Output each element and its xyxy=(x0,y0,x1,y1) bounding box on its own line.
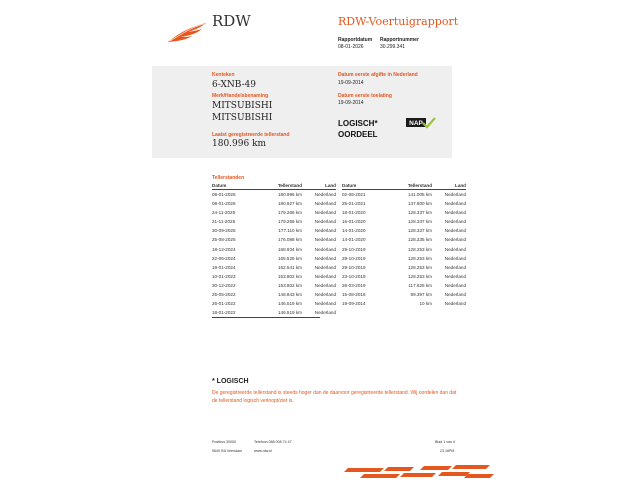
col-country: Land xyxy=(306,182,336,190)
table-row xyxy=(212,217,336,226)
row-odometer: 179.266 km xyxy=(277,210,302,216)
row-date: 10-01-2023 xyxy=(212,273,236,279)
table-row xyxy=(342,272,466,281)
row-date: 18-01-2020 xyxy=(342,210,366,216)
row-date: 15-08-2018 xyxy=(342,292,366,298)
row-odometer: 128.253 km xyxy=(407,273,432,279)
row-odometer: 180.996 km xyxy=(277,192,302,197)
col-date: Datum xyxy=(212,182,256,190)
odometer-table-right xyxy=(342,182,466,308)
table-row xyxy=(342,290,466,299)
footer-page: Blad 1 van 4 xyxy=(435,440,455,444)
row-odometer: 177.110 km xyxy=(278,228,302,234)
footer-web: www.rdw.nl xyxy=(254,449,272,453)
row-country: Nederland xyxy=(314,219,336,225)
row-country: Nederland xyxy=(314,282,336,288)
row-date: 23-10-2019 xyxy=(342,273,366,279)
row-odometer: 128.337 km xyxy=(407,219,432,225)
first-registration-label: Datum eerste toelating xyxy=(338,93,392,99)
row-date: 26-01-2022 xyxy=(212,301,236,307)
row-country: Nederland xyxy=(444,282,466,288)
vehicle-summary-panel xyxy=(152,66,452,158)
row-country: Nederland xyxy=(444,228,466,234)
row-country: Nederland xyxy=(314,301,336,307)
row-date: 30-09-2025 xyxy=(212,228,236,234)
row-date: 16-01-2020 xyxy=(342,219,366,225)
row-odometer: 168.934 km xyxy=(277,246,302,252)
row-odometer: 10 km xyxy=(419,301,432,307)
row-odometer: 179.266 km xyxy=(277,219,302,225)
row-date: 18-12-2024 xyxy=(212,246,236,252)
row-odometer: 128.253 km xyxy=(407,264,432,270)
row-odometer: 128.253 km xyxy=(407,246,432,252)
row-country: Nederland xyxy=(314,210,336,216)
footnote-text: De geregistreerde tellerstand is steeds hoger dan de daarvoor geregistreerde tellerstand. Wij oordelen dan dat de tellerstand logisch verloopt/ziet is. xyxy=(212,390,457,404)
row-date: 29-10-2019 xyxy=(342,264,366,270)
report-number-label: Rapportnummer xyxy=(380,37,419,43)
table-row xyxy=(212,199,336,208)
row-date: 08-01-2026 xyxy=(212,201,236,207)
row-odometer: 162.541 km xyxy=(277,264,302,270)
row-odometer: 128.337 km xyxy=(407,228,432,234)
odometer-heading: Tellerstanden xyxy=(212,175,245,181)
row-date: 19-09-2014 xyxy=(342,301,366,307)
row-date: 24-11-2025 xyxy=(212,210,236,216)
row-odometer: 128.337 km xyxy=(407,210,432,216)
plate-label: Kenteken xyxy=(212,72,235,78)
table-row xyxy=(342,235,466,244)
nap-badge-icon xyxy=(406,117,436,129)
row-date: 02-06-2021 xyxy=(342,192,366,197)
table-row xyxy=(342,299,466,308)
table-row xyxy=(212,281,336,290)
row-country: Nederland xyxy=(444,273,466,279)
table-row xyxy=(212,299,336,308)
table-row xyxy=(342,245,466,254)
row-odometer: 153.802 km xyxy=(277,282,302,288)
report-number: 30.299.341 xyxy=(380,44,406,50)
table-row xyxy=(342,199,466,208)
table-bottom-rule xyxy=(212,317,320,318)
row-country: Nederland xyxy=(444,292,466,298)
row-date: 29-10-2019 xyxy=(342,246,366,252)
table-row xyxy=(342,226,466,235)
row-country: Nederland xyxy=(314,273,336,279)
row-odometer: 165.526 km xyxy=(277,255,302,261)
row-odometer: 153.802 km xyxy=(277,273,302,279)
brand-name: RDW xyxy=(212,12,251,30)
table-row xyxy=(212,263,336,272)
footer-code: 23.16PM xyxy=(440,449,455,453)
table-row xyxy=(342,263,466,272)
report-date: 08-01-2026 xyxy=(338,44,364,50)
row-date: 21-11-2025 xyxy=(212,219,236,225)
plate-value: 6-XNB-49 xyxy=(212,80,257,90)
row-date: 30-12-2022 xyxy=(212,282,236,288)
col-date: Datum xyxy=(342,182,386,190)
table-row xyxy=(342,190,466,200)
row-country: Nederland xyxy=(444,237,466,243)
make-value: MITSUBISHI xyxy=(212,101,273,111)
odometer-table-left xyxy=(212,182,336,317)
row-country: Nederland xyxy=(444,201,466,207)
row-date: 18-01-2022 xyxy=(212,310,236,316)
document-title: RDW-Voertuigrapport xyxy=(338,15,459,28)
row-country: Nederland xyxy=(314,201,336,207)
row-country: Nederland xyxy=(314,246,336,252)
table-row xyxy=(212,290,336,299)
make-model-label: Merk/Handelsbenaming xyxy=(212,93,269,99)
table-row xyxy=(342,254,466,263)
row-country: Nederland xyxy=(444,210,466,216)
rdw-logo-icon xyxy=(166,20,208,44)
table-row xyxy=(212,208,336,217)
footer-phone: Telefoon 088 008 74 47 xyxy=(254,440,292,444)
first-admission-value: 19-09-2014 xyxy=(338,80,364,86)
footnote-title: * LOGISCH xyxy=(212,378,249,385)
table-row xyxy=(342,281,466,290)
row-country: Nederland xyxy=(444,264,466,270)
row-country: Nederland xyxy=(314,264,336,270)
last-odometer-label: Laatst geregistreerde tellerstand xyxy=(212,132,290,138)
row-country: Nederland xyxy=(314,255,336,261)
row-country: Nederland xyxy=(314,228,336,234)
row-country: Nederland xyxy=(444,219,466,225)
row-date: 25-05-2022 xyxy=(212,292,236,298)
footer-address-2: 9640 RA Veendam xyxy=(212,449,242,453)
table-row xyxy=(212,235,336,244)
row-country: Nederland xyxy=(314,310,336,316)
table-row xyxy=(342,208,466,217)
row-date: 26-03-2019 xyxy=(342,282,366,288)
row-odometer: 99.397 km xyxy=(410,292,432,298)
col-country: Land xyxy=(436,182,466,190)
nap-badge-text: NAP xyxy=(409,120,423,127)
row-country: Nederland xyxy=(444,255,466,261)
decorative-stripes-icon xyxy=(344,464,494,480)
table-row xyxy=(212,308,336,317)
first-admission-label: Datum eerste afgifte in Nederland xyxy=(338,72,418,78)
verdict-line-1: LOGISCH* xyxy=(338,119,378,128)
row-country: Nederland xyxy=(314,192,336,197)
row-date: 08-01-2026 xyxy=(212,192,236,197)
row-odometer: 137.800 km xyxy=(407,201,432,207)
row-odometer: 128.335 km xyxy=(407,237,432,243)
row-odometer: 180.927 km xyxy=(277,201,302,207)
table-row xyxy=(212,226,336,235)
model-value: MITSUBISHI xyxy=(212,113,273,123)
row-odometer: 128.253 km xyxy=(407,255,432,261)
verdict-line-2: OORDEEL xyxy=(338,130,378,139)
table-header-row xyxy=(212,182,336,190)
row-date: 29-10-2019 xyxy=(342,255,366,261)
footer-address-1: Postbus 30000 xyxy=(212,440,236,444)
row-odometer: 117.625 km xyxy=(408,282,432,288)
report-date-label: Rapportdatum xyxy=(338,37,373,43)
first-registration-value: 19-09-2014 xyxy=(338,100,364,106)
table-row xyxy=(212,272,336,281)
table-row xyxy=(212,254,336,263)
row-date: 22-06-2024 xyxy=(212,255,236,261)
row-date: 14-01-2020 xyxy=(342,228,366,234)
row-odometer: 146.519 km xyxy=(277,310,302,316)
table-row xyxy=(342,217,466,226)
row-date: 19-01-2024 xyxy=(212,264,236,270)
row-odometer: 148.843 km xyxy=(277,292,302,298)
col-odometer: Tellerstand xyxy=(386,182,436,190)
row-country: Nederland xyxy=(444,192,466,197)
row-country: Nederland xyxy=(444,301,466,307)
table-header-row xyxy=(342,182,466,190)
table-row xyxy=(212,245,336,254)
last-odometer-value: 180.996 km xyxy=(212,139,267,149)
row-odometer: 141.005 km xyxy=(407,192,432,197)
row-country: Nederland xyxy=(314,237,336,243)
table-row xyxy=(212,190,336,200)
row-date: 25-08-2025 xyxy=(212,237,236,243)
row-country: Nederland xyxy=(314,292,336,298)
row-date: 14-01-2020 xyxy=(342,237,366,243)
row-odometer: 176.088 km xyxy=(277,237,302,243)
row-odometer: 146.519 km xyxy=(277,301,302,307)
col-odometer: Tellerstand xyxy=(256,182,306,190)
row-country: Nederland xyxy=(444,246,466,252)
row-date: 25-01-2021 xyxy=(342,201,366,207)
